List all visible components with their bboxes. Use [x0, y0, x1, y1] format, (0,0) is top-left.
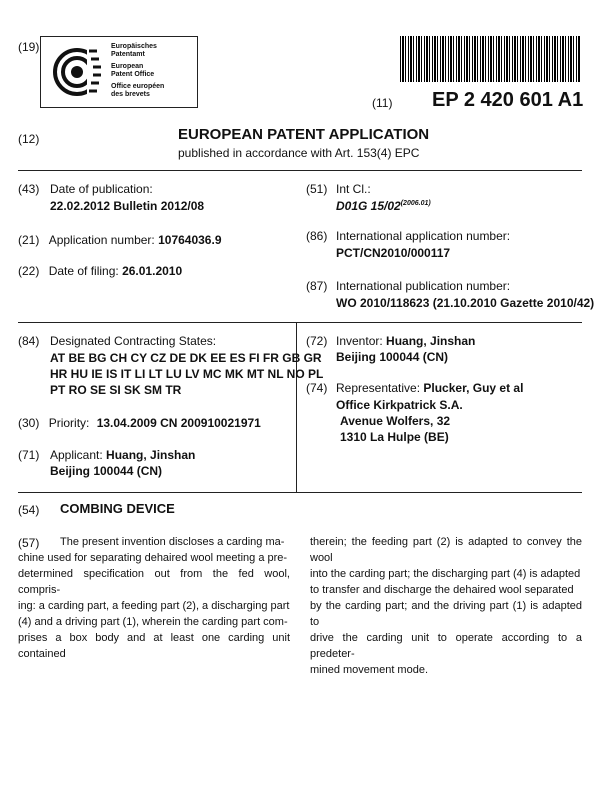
applicant-label: Applicant: — [50, 448, 103, 462]
intl-pub-value: WO 2010/118623 (21.10.2010 Gazette 2010/42) — [336, 296, 595, 310]
representative-label: Representative: — [336, 381, 421, 395]
inid-54: (54) — [18, 503, 40, 517]
inid-84: (84) — [18, 334, 40, 348]
divider-bottom — [18, 492, 582, 493]
inid-71: (71) — [18, 448, 40, 462]
doc-subtitle: published in accordance with Art. 153(4) EPC — [178, 146, 420, 160]
representative-name: Plucker, Guy et al — [423, 381, 524, 395]
divider-vertical — [296, 322, 297, 492]
inid-43: (43) — [18, 182, 40, 196]
intl-app-label: International application number: — [336, 229, 511, 243]
representative-address: Office Kirkpatrick S.A. Avenue Wolfers, 32 1310 La Hulpe (BE) — [336, 398, 463, 444]
priority-value: 13.04.2009 CN 200910021971 — [96, 416, 261, 430]
inid-51: (51) — [306, 182, 328, 196]
inventor-address: Beijing 100044 (CN) — [336, 350, 449, 364]
int-cl-label: Int Cl.: — [336, 182, 371, 196]
invention-title: COMBING DEVICE — [60, 501, 175, 516]
pub-date-label: Date of publication: — [50, 182, 153, 196]
inid-86: (86) — [306, 229, 328, 243]
doc-type-title: EUROPEAN PATENT APPLICATION — [178, 126, 430, 143]
app-number-label: Application number: — [48, 233, 155, 247]
inid-12: (12) — [18, 132, 40, 146]
priority-label: Priority: — [48, 416, 90, 430]
inid-74: (74) — [306, 381, 328, 395]
applicant-line — [50, 448, 195, 462]
inventor-name: Huang, Jinshan — [386, 334, 476, 348]
divider-middle — [18, 322, 582, 323]
inid-57: (57) — [18, 536, 40, 550]
abstract-left: The present invention discloses a carding ma- chine used for separating dehaired wool meeting a pre- determined specification out from the fed wool, compris- ing: a carding part, a feeding part (2), a discharging part (4) and a driving part (1), wherein the carding part com- prises a box body and at least one carding unit contained — [18, 536, 290, 660]
office-name-en: European Patent Office — [111, 63, 155, 78]
states-list: AT BE BG CH CY CZ DE DK EE ES FI FR GB GR HR HU IE IS IT LI LT LU LV MC MK MT NL NO PL PT RO SE SI SK SM TR — [50, 351, 324, 397]
inid-11: (11) — [372, 96, 393, 110]
inventor-line — [336, 334, 475, 348]
applicant-name: Huang, Jinshan — [106, 448, 196, 462]
inid-30: (30) Priority: 13.04.2009 CN 200910021971 — [18, 416, 261, 430]
epo-logo-box — [40, 36, 198, 108]
app-number-value: 10764036.9 — [158, 233, 222, 247]
barcode — [400, 36, 580, 82]
inventor-label: Inventor: — [336, 334, 383, 348]
abstract-right: therein; the feeding part (2) is adapted to convey the wool into the carding part; the discharging part (4) is adapted to transfer and discharge the dehaired wool separated by the carding part; and the driving part (1) is adapted to drive the carding unit to operate according to a predeter- mined movement mode. — [310, 536, 582, 676]
pub-date-value: 22.02.2012 Bulletin 2012/08 — [50, 199, 205, 213]
divider-top — [18, 170, 582, 171]
intl-pub-label: International publication number: — [336, 279, 511, 293]
filing-date-label: Date of filing: — [48, 264, 119, 278]
inid-21: (21) Application number: 10764036.9 — [18, 233, 222, 247]
inid-22: (22) Date of filing: 26.01.2010 — [18, 264, 183, 278]
states-label: Designated Contracting States: — [50, 334, 217, 348]
representative-line — [336, 381, 523, 395]
int-cl-version: (2006.01) — [400, 200, 431, 207]
intl-app-value: PCT/CN2010/000117 — [336, 246, 451, 260]
publication-number: EP 2 420 601 A1 — [432, 89, 584, 111]
inid-87: (87) — [306, 279, 328, 293]
applicant-address: Beijing 100044 (CN) — [50, 464, 163, 478]
epo-logo-icon — [49, 45, 105, 99]
office-name-de: Europäisches Patentamt — [111, 43, 157, 58]
filing-date-value: 26.01.2010 — [122, 264, 183, 278]
int-cl-value: D01G $15/02^{(2006.01)}$ — [336, 199, 431, 213]
inid-72: (72) — [306, 334, 328, 348]
office-name-fr: Office européen des brevets — [111, 83, 165, 98]
inid-19: (19) — [18, 40, 40, 54]
